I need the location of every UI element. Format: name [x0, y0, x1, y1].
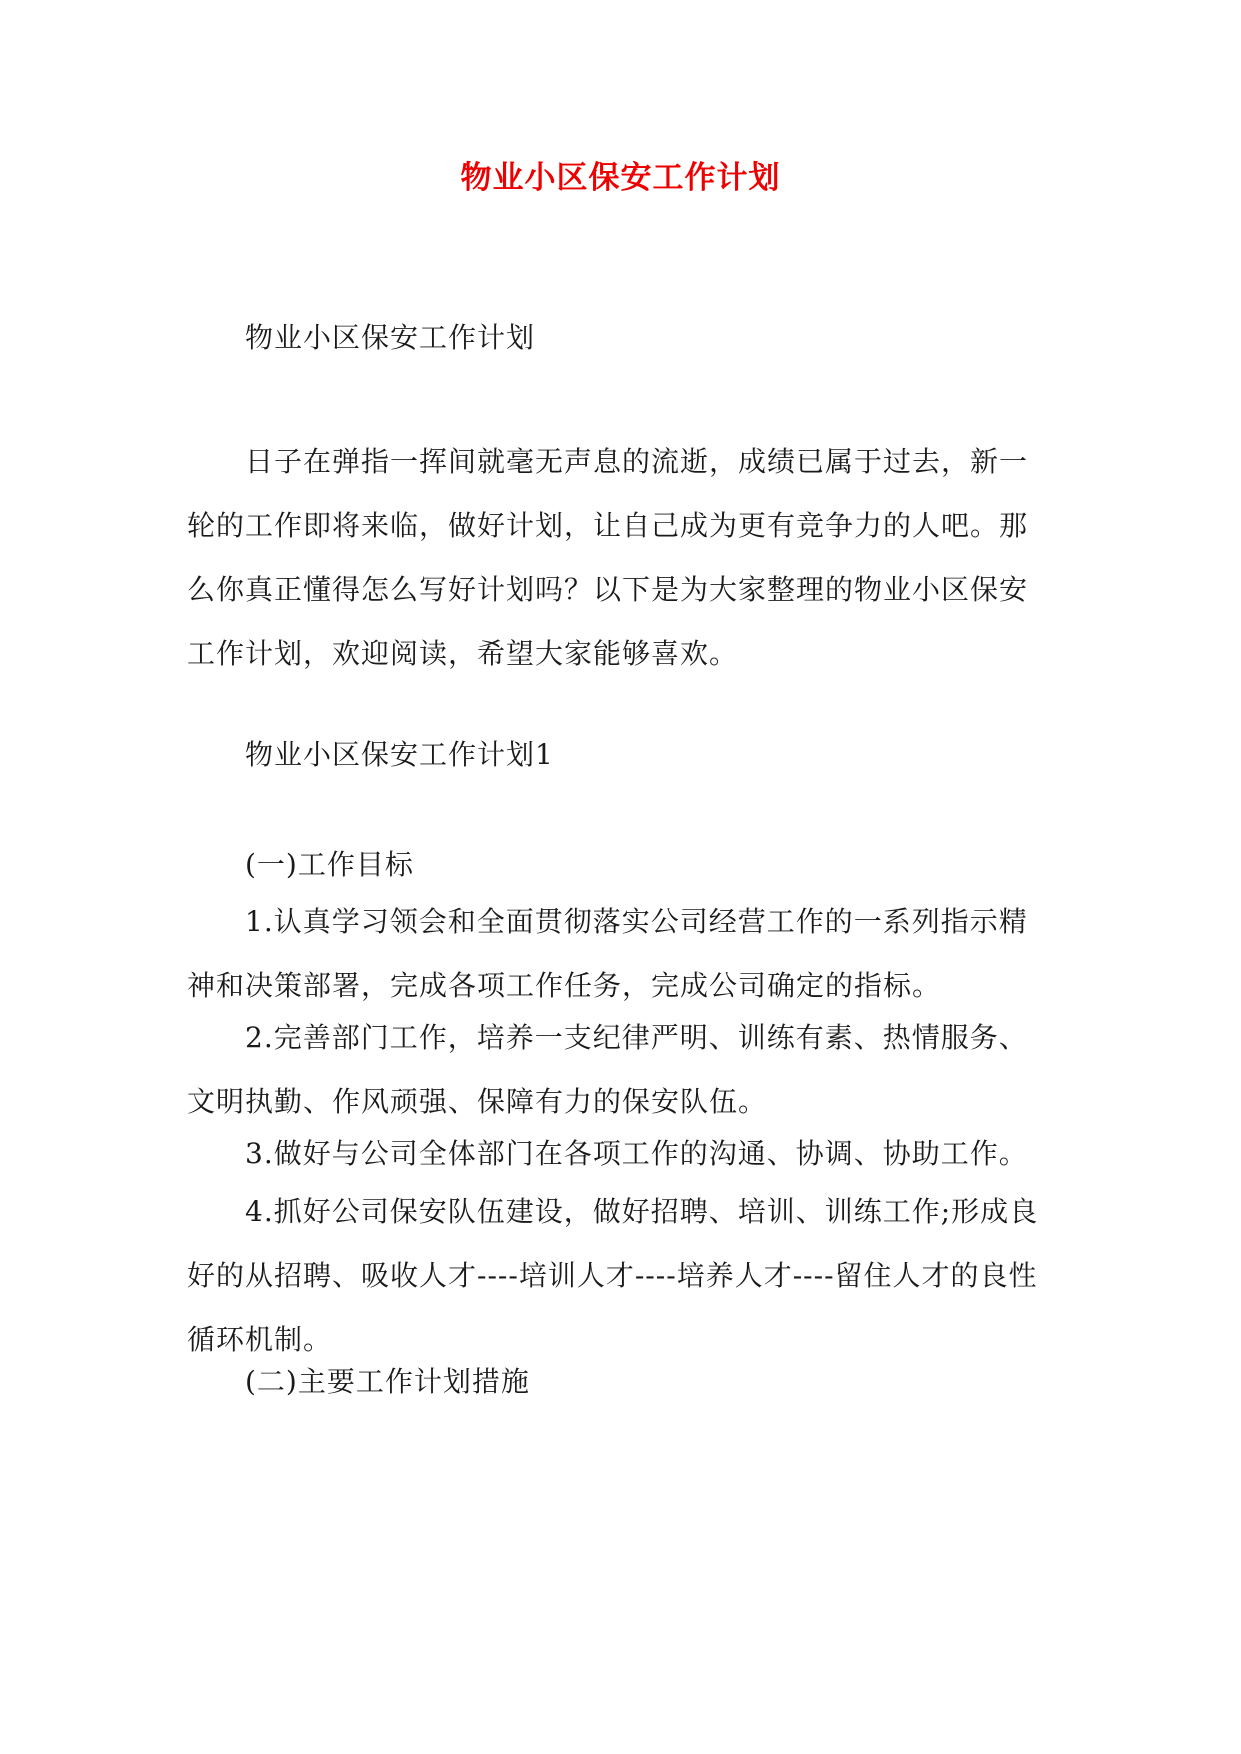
intro-paragraph: 日子在弹指一挥间就毫无声息的流逝，成绩已属于过去，新一轮的工作即将来临，做好计划，让自己成为更有竞争力的人吧。那么你真正懂得怎么写好计划吗？以下是为大家整理的物业小区保安工作计划，欢迎阅读，希望大家能够喜欢。: [187, 445, 1029, 670]
goal-item-2: 2.完善部门工作，培养一支纪律严明、训练有素、热情服务、文明执勤、作风顽强、保障有力的保安队伍。: [187, 1021, 1028, 1118]
goal-item-4: 4.抓好公司保安队伍建设，做好招聘、培训、训练工作;形成良好的从招聘、吸收人才----培训人才----培养人才----留住人才的良性循环机制。: [187, 1195, 1039, 1356]
section-title: 物业小区保安工作计划1: [245, 738, 554, 771]
goal-item-1: 1.认真学习领会和全面贯彻落实公司经营工作的一系列指示精神和决策部署，完成各项工作任务，完成公司确定的指标。: [187, 905, 1028, 1002]
document-title: 物业小区保安工作计划: [460, 160, 781, 196]
heading-work-goals: (一)工作目标: [245, 848, 414, 881]
goal-item-3: 3.做好与公司全体部门在各项工作的沟通、协调、协助工作。: [245, 1137, 1028, 1170]
document-subtitle: 物业小区保安工作计划: [245, 321, 536, 354]
heading-main-measures: (二)主要工作计划措施: [245, 1365, 530, 1398]
